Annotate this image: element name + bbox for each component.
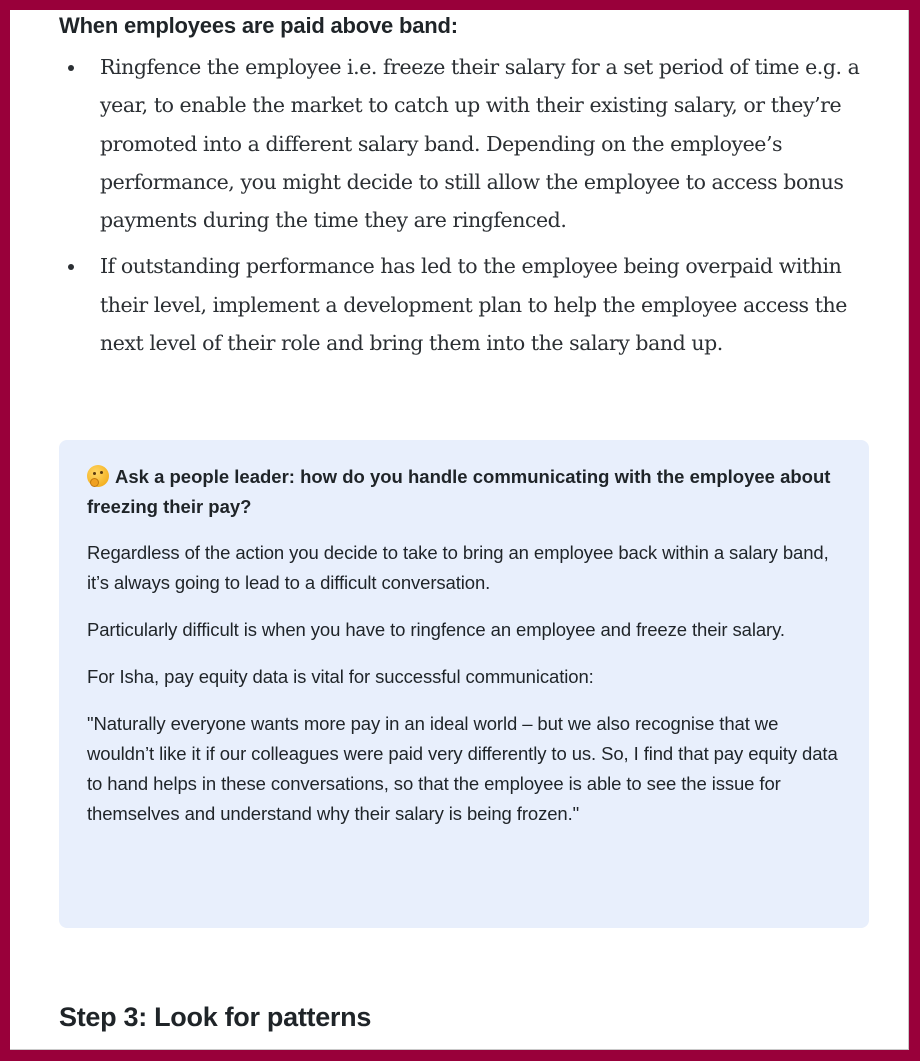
thinking-face-icon [87, 465, 109, 487]
callout-paragraph: For Isha, pay equity data is vital for successful communication: [87, 666, 594, 687]
callout-paragraph: Regardless of the action you decide to take to bring an employee back within a salary band, it’s always going to lead to a difficult conversation. [87, 542, 829, 593]
callout-quote: "Naturally everyone wants more pay in an ideal world – but we also recognise that we wouldn’t like it if our colleagues were paid very differently to us. So, I find that pay equity data to hand helps in these conversations, so that the employee is able to see the issue for themselves and understand why their salary is being frozen." [87, 713, 838, 824]
callout-title [87, 462, 841, 522]
bullet-list [59, 48, 869, 370]
callout-paragraph: Particularly difficult is when you have to ringfence an employee and freeze their salary. [87, 619, 785, 640]
list-item-text: Ringfence the employee i.e. freeze their salary for a set period of time e.g. a year, to enable the market to catch up with their existing salary, or they’re promoted into a different salary band. Depending on the employee’s performance, you might decide to still allow the employee to access bonus payments during the time they are ringfenced. [100, 55, 860, 233]
callout-box [59, 440, 869, 928]
callout-title-text: Ask a people leader: how do you handle communicating with the employee about freezing their pay? [87, 466, 831, 517]
bullet-icon [68, 264, 74, 270]
section-heading-step-3: Step 3: Look for patterns [59, 1002, 372, 1032]
list-item [59, 247, 869, 362]
list-item [59, 48, 869, 239]
bullet-icon [68, 65, 74, 71]
subheading-paid-above-band: When employees are paid above band: [59, 13, 458, 38]
page-frame [10, 10, 909, 1050]
list-item-text: If outstanding performance has led to the employee being overpaid within their level, implement a development plan to help the employee access the next level of their role and bring them into the salary band up. [100, 254, 847, 356]
